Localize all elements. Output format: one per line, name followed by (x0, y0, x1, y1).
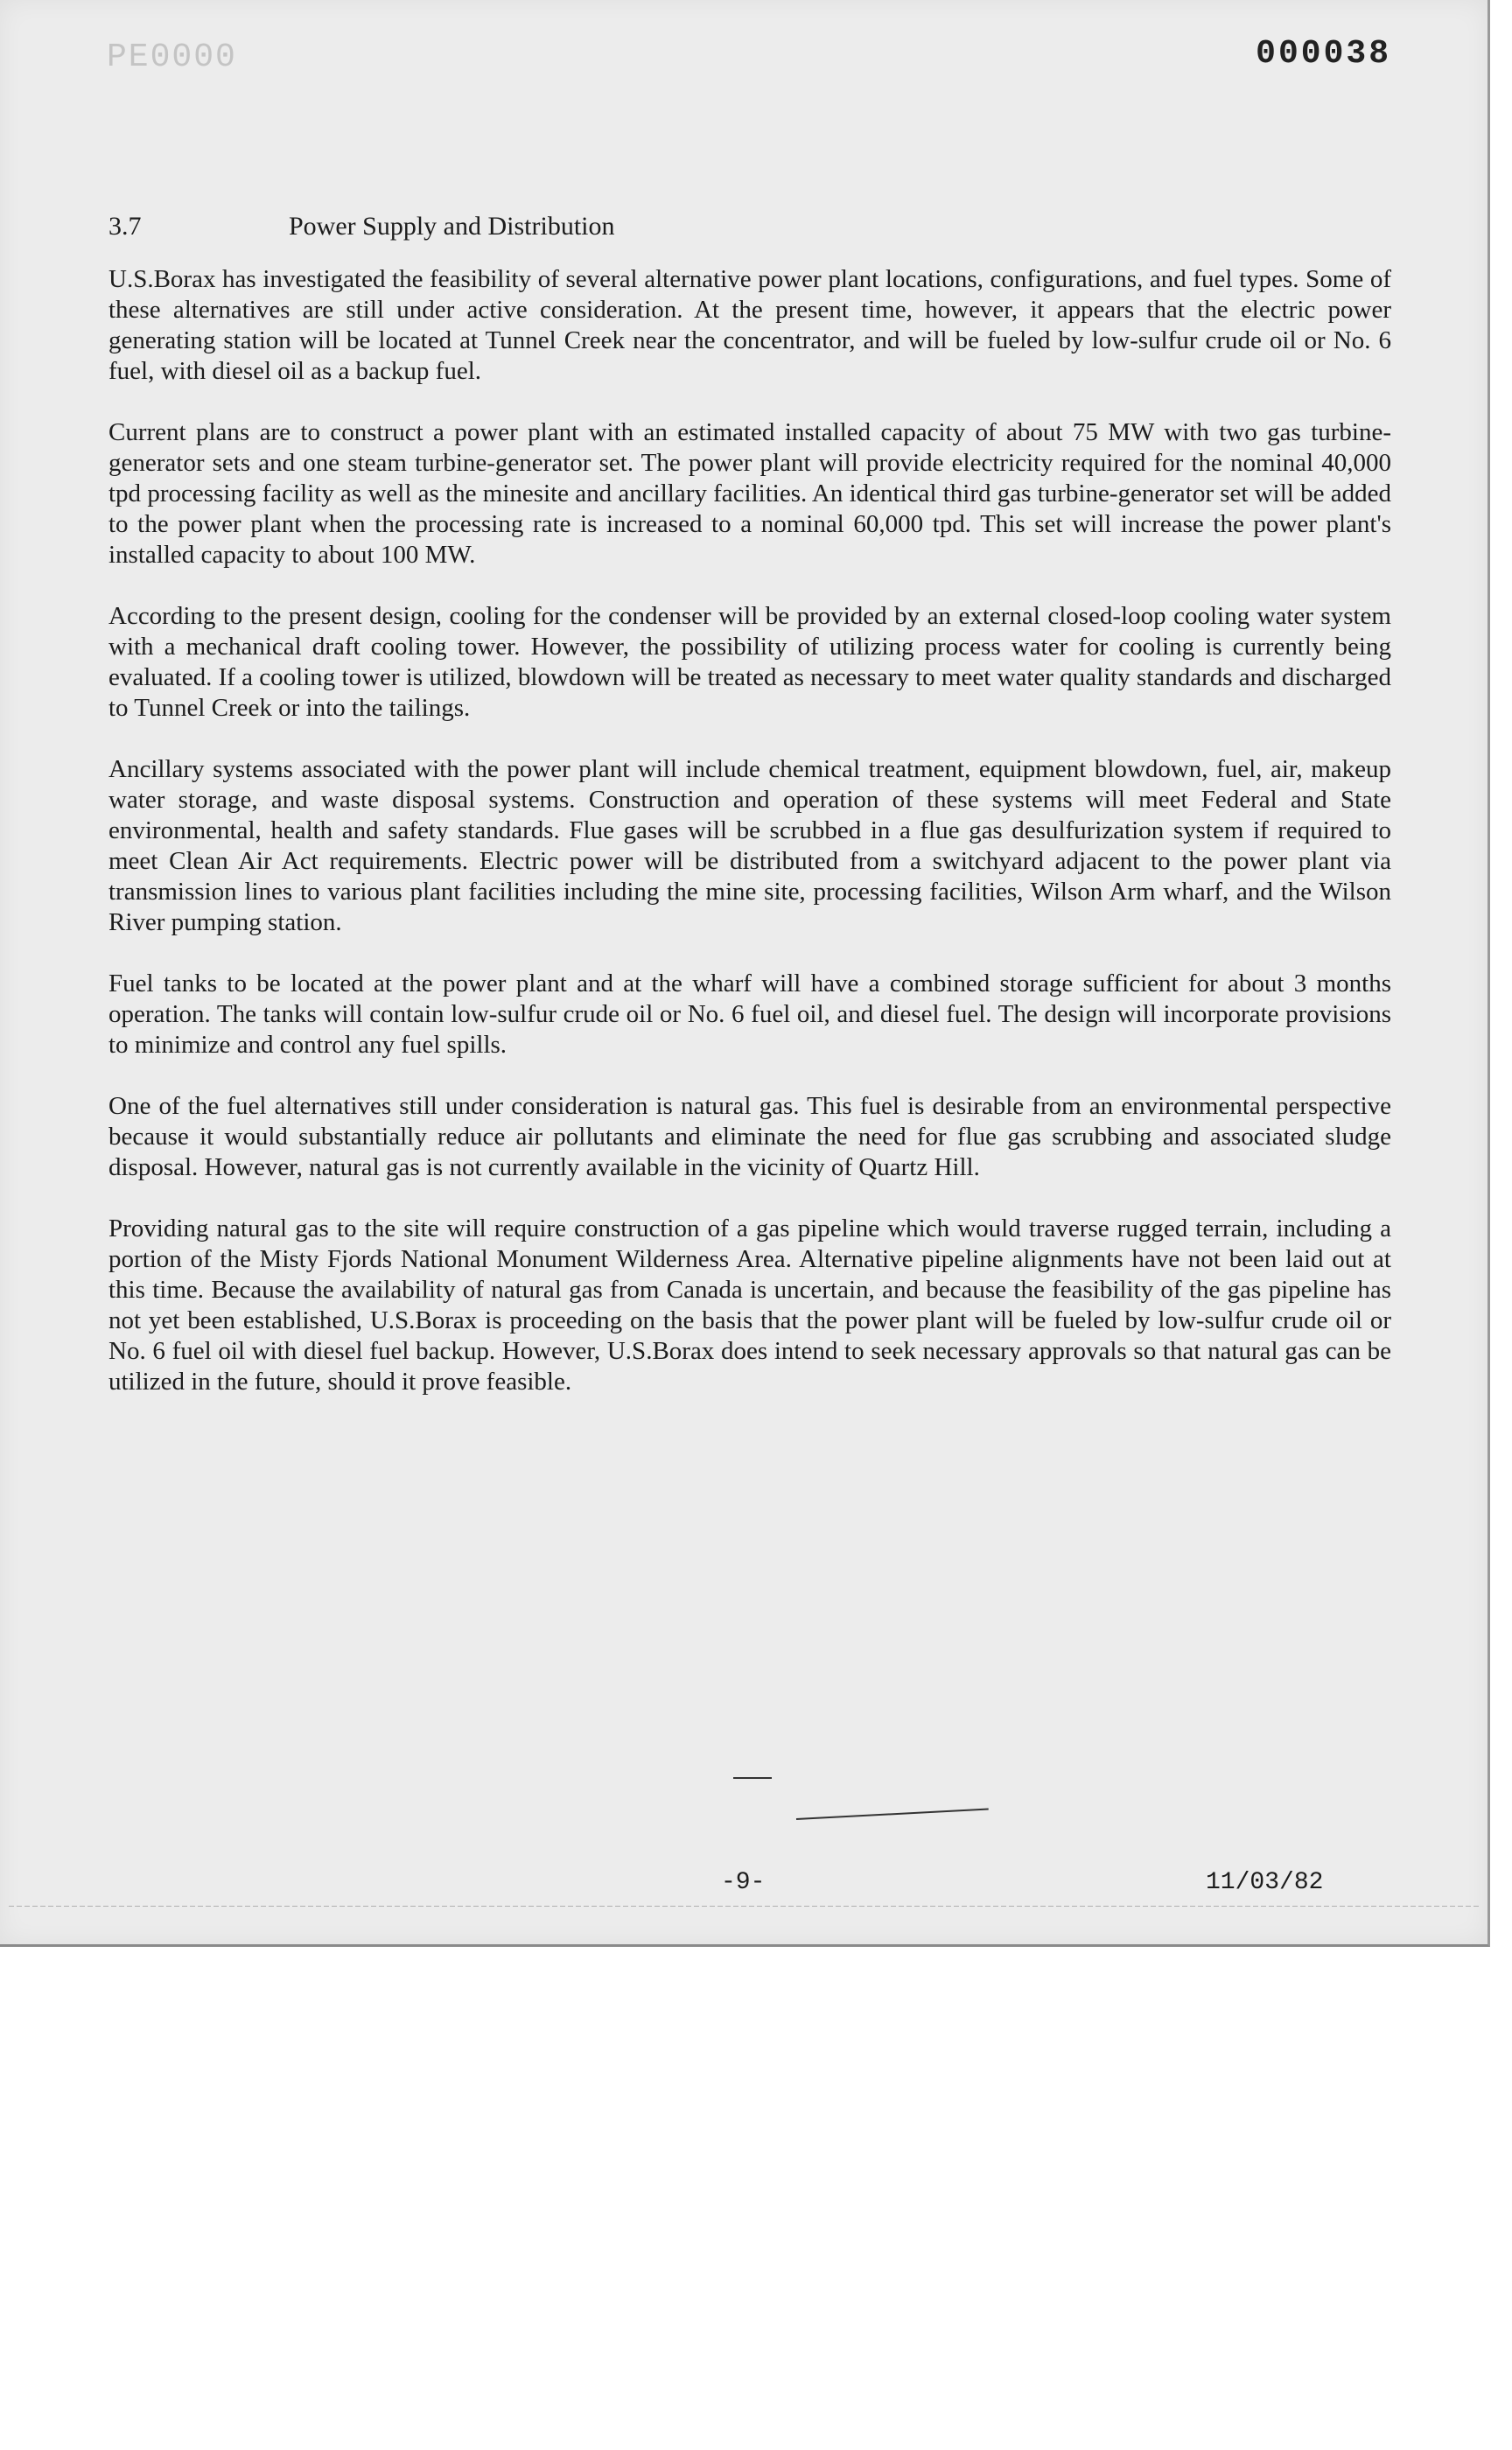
paragraph: One of the fuel alternatives still under consideration is natural gas. This fuel is desirable from an environmental perspective because it would substantially reduce air pollutants and eliminate the need for flue gas scrubbing and associated sludge disposal. However, natural gas is not currently available in the vicinity of Quartz Hill. (108, 1092, 1391, 1181)
faded-stamp-code: PE0000 (107, 38, 237, 76)
footer-rule (9, 1906, 1479, 1907)
paragraph: Current plans are to construct a power plant with an estimated installed capacity of about 75 MW with two gas turbine-generator sets and one steam turbine-generator set. The power plant will provide electricity required for the nominal 40,000 tpd processing facility as well as the minesite and ancillary facilities. An identical third gas turbine-generator set will be added to the power plant when the processing rate is increased to a nominal 60,000 tpd. This set will increase the power plant's installed capacity to about 100 MW. (108, 418, 1391, 569)
paragraph: According to the present design, cooling for the condenser will be provided by an external closed-loop cooling water system with a mechanical draft cooling tower. However, the possibility of utilizing process water for cooling is currently being evaluated. If a cooling tower is utilized, blowdown will be treated as necessary to meet water quality standards and discharged to Tunnel Creek or into the tailings. (108, 602, 1391, 722)
section-number: 3.7 (108, 212, 142, 241)
page-number: -9- (721, 1869, 766, 1896)
paragraph: Fuel tanks to be located at the power plant and at the wharf will have a combined storage sufficient for about 3 months operation. The tanks will contain low-sulfur crude oil or No. 6 fuel oil, and diesel fuel. The design will incorporate provisions to minimize and control any fuel spills. (108, 970, 1391, 1059)
document-date: 11/03/82 (1206, 1869, 1324, 1896)
section-heading (108, 212, 615, 242)
paragraph: Providing natural gas to the site will require construction of a gas pipeline which would traverse rugged terrain, including a portion of the Misty Fjords National Monument Wilderness Area. Alternative pipeline alignments have not been laid out at this time. Because the availability of natural gas from Canada is uncertain, and because the feasibility of the gas pipeline has not yet been established, U.S.Borax is proceeding on the basis that the power plant will be fueled by low-sulfur crude oil or No. 6 fuel oil with diesel fuel backup. However, U.S.Borax does intend to seek necessary approvals so that natural gas can be utilized in the future, should it prove feasible. (108, 1214, 1391, 1396)
dash-mark (733, 1777, 772, 1779)
paragraph: Ancillary systems associated with the power plant will include chemical treatment, equipment blowdown, fuel, air, makeup water storage, and waste disposal systems. Construction and operation of these systems will meet Federal and State environmental, health and safety standards. Flue gases will be scrubbed in a flue gas desulfurization system if required to meet Clean Air Act requirements. Electric power will be distributed from a switchyard adjacent to the power plant via transmission lines to various plant facilities including the mine site, processing facilities, Wilson Arm wharf, and the Wilson River pumping station. (108, 755, 1391, 936)
paragraph: U.S.Borax has investigated the feasibility of several alternative power plant locations, configurations, and fuel types. Some of these alternatives are still under active consideration. At the present time, however, it appears that the electric power generating station will be located at Tunnel Creek near the concentrator, and will be fueled by low-sulfur crude oil or No. 6 fuel, with diesel oil as a backup fuel. (108, 265, 1391, 385)
signature-stroke (796, 1808, 989, 1820)
section-title: Power Supply and Distribution (289, 212, 615, 241)
body-text (108, 264, 1391, 1428)
document-number: 000038 (1256, 35, 1391, 73)
